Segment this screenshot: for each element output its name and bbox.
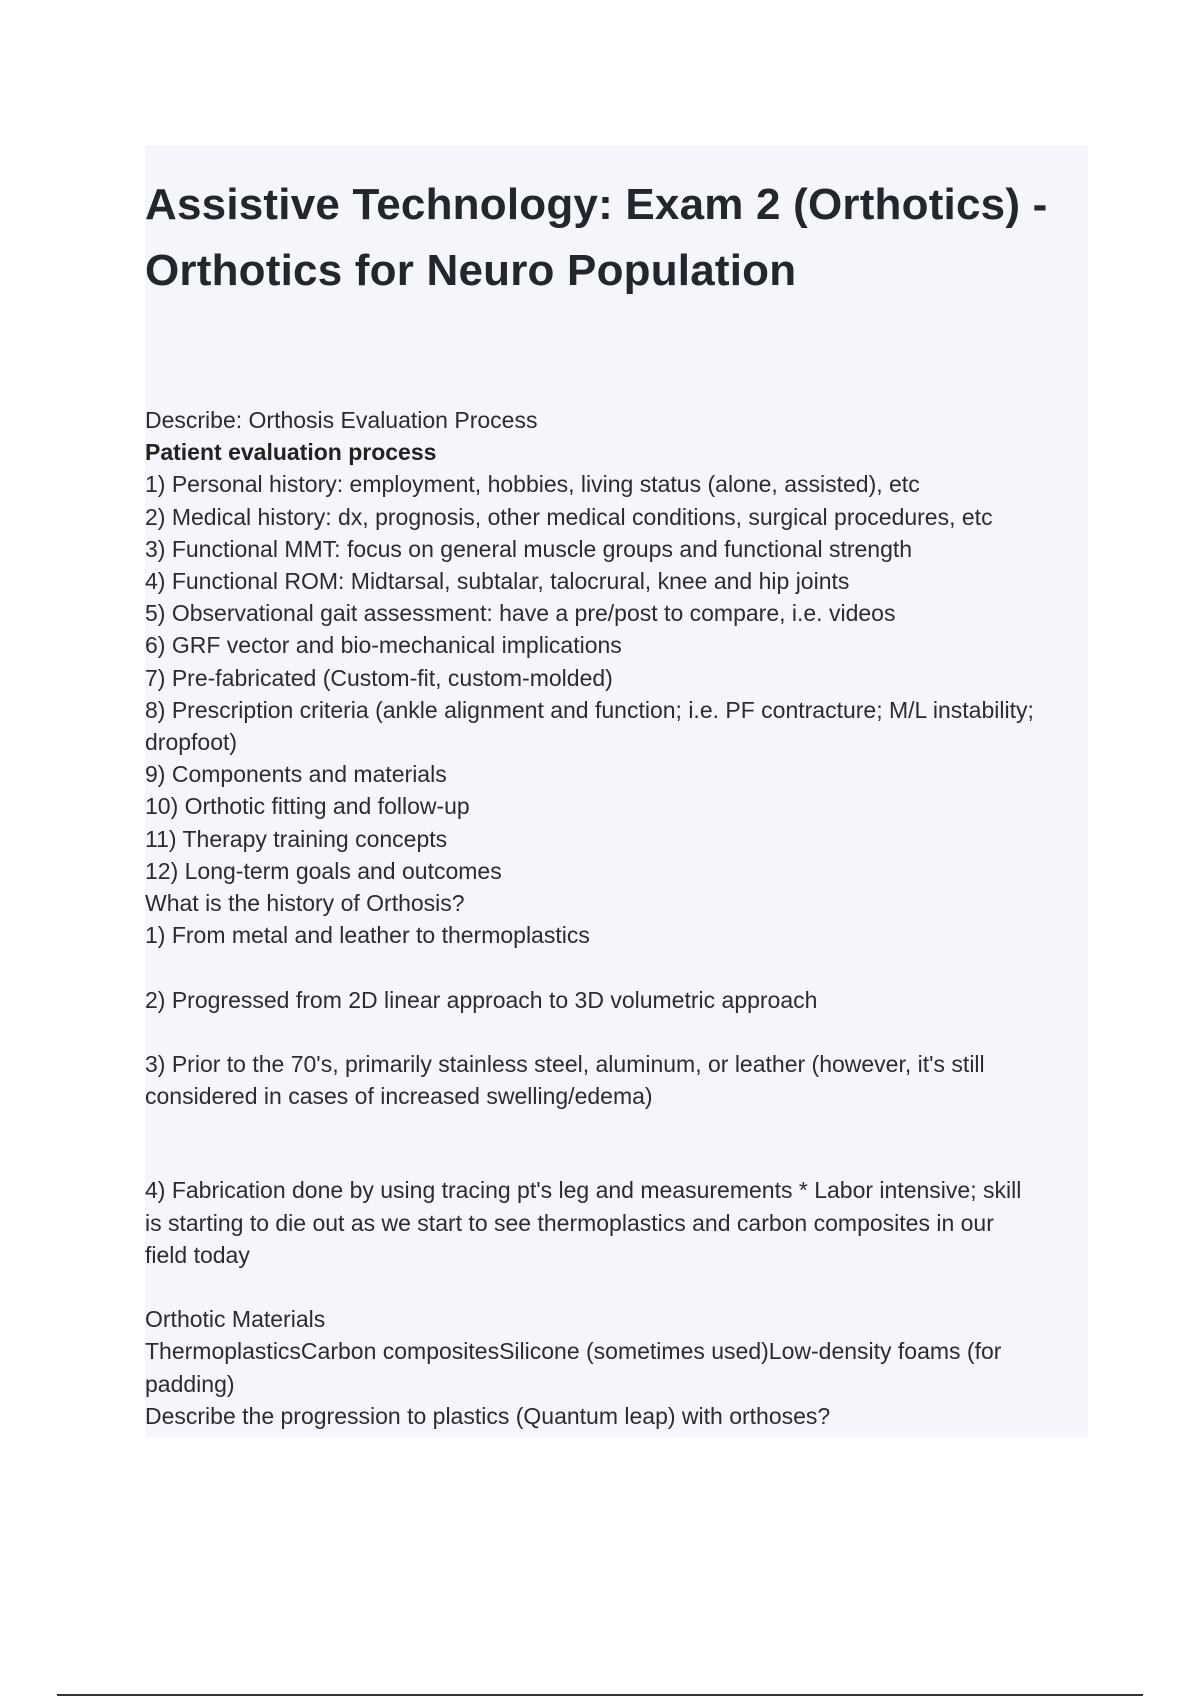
document-body	[145, 404, 1085, 1432]
question-prompt: Orthotic Materials	[145, 1306, 326, 1333]
list-item: 3) Functional MMT: focus on general muscle groups and functional strength	[145, 535, 913, 562]
answer-line: 3) Prior to the 70's, primarily stainless steel, aluminum, or leather (however, it's still	[145, 1051, 985, 1078]
title-line-2: Orthotics for Neuro Population	[145, 246, 797, 295]
list-item: 8) Prescription criteria (ankle alignment and function; i.e. PF contracture; M/L instability;	[145, 696, 1034, 723]
blank-line	[145, 1271, 1085, 1303]
list-item: 10) Orthotic fitting and follow-up	[145, 793, 470, 820]
list-item: 6) GRF vector and bio-mechanical implications	[145, 632, 622, 659]
blank-line	[145, 1016, 1085, 1048]
list-item: 4) Functional ROM: Midtarsal, subtalar, talocrural, knee and hip joints	[145, 568, 850, 595]
list-item: 5) Observational gait assessment: have a pre/post to compare, i.e. videos	[145, 600, 896, 627]
list-item: 12) Long-term goals and outcomes	[145, 857, 502, 884]
answer-line: padding)	[145, 1370, 235, 1397]
question-prompt: What is the history of Orthosis?	[145, 890, 465, 917]
title-line-1: Assistive Technology: Exam 2 (Orthotics) -	[145, 180, 1048, 229]
answer-heading: Patient evaluation process	[145, 439, 437, 466]
list-item: 9) Components and materials	[145, 761, 447, 788]
footer-divider	[57, 1694, 1143, 1696]
answer-line: field today	[145, 1241, 250, 1268]
answer-line: 2) Progressed from 2D linear approach to 3D volumetric approach	[145, 986, 818, 1013]
question-prompt: Describe the progression to plastics (Quantum leap) with orthoses?	[145, 1402, 831, 1429]
question-prompt: Describe: Orthosis Evaluation Process	[145, 407, 538, 433]
answer-line: 1) From metal and leather to thermoplastics	[145, 922, 590, 949]
answer-line: ThermoplasticsCarbon compositesSilicone (sometimes used)Low-density foams (for	[145, 1338, 1002, 1365]
list-item: dropfoot)	[145, 729, 238, 756]
blank-line	[145, 1112, 1085, 1174]
list-item: 2) Medical history: dx, prognosis, other medical conditions, surgical procedures, etc	[145, 503, 993, 530]
list-item: 11) Therapy training concepts	[145, 825, 448, 852]
list-item: 7) Pre-fabricated (Custom-fit, custom-molded)	[145, 664, 613, 691]
answer-line: 4) Fabrication done by using tracing pt's leg and measurements * Labor intensive; skill	[145, 1177, 1022, 1204]
answer-line: considered in cases of increased swelling/edema)	[145, 1083, 653, 1110]
blank-line	[145, 951, 1085, 983]
page-title	[145, 172, 1105, 304]
answer-line: is starting to die out as we start to see thermoplastics and carbon composites in our	[145, 1209, 994, 1236]
list-item: 1) Personal history: employment, hobbies, living status (alone, assisted), etc	[145, 471, 920, 498]
